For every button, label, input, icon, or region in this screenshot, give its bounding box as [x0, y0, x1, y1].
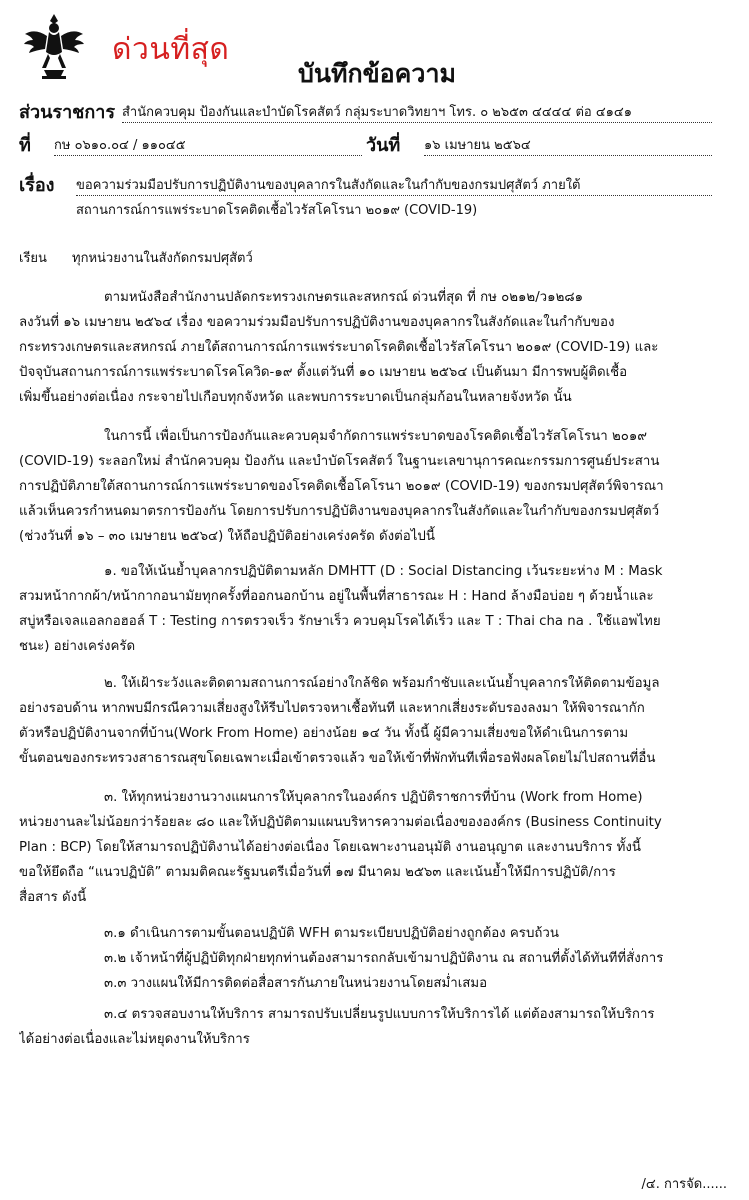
subject-line-2: สถานการณ์การแพร่ระบาดโรคติดเชื้อไวรัสโคโรนา ๒๐๑๙ (COVID-19): [76, 203, 478, 218]
salutation-label: เรียน: [19, 251, 47, 266]
body-line: แล้วเห็นควรกำหนดมาตรการป้องกัน โดยการปรับการปฏิบัติงานของบุคลากรในสังกัดและในกำกับของกรมปศุสัตว์: [19, 504, 660, 519]
body-line: สบู่หรือเจลแอลกอฮอล์ T : Testing การตรวจเร็ว รักษาเร็ว ควบคุมโรคได้เร็ว และ T : Thai cha na . ใช้แอพไทย: [19, 614, 661, 629]
body-line: ขั้นตอนของกระทรวงสาธารณสุขโดยเฉพาะเมื่อเข้าตรวจแล้ว ขอให้เข้าที่พักทันทีเพื่อรอฟังผลโดยไม่ไปสถานที่อื่น: [19, 751, 656, 766]
body-line: หน่วยงานละไม่น้อยกว่าร้อยละ ๘๐ และให้ปฏิบัติตามแผนบริหารความต่อเนื่องขององค์กร (Business Continuity: [19, 815, 662, 830]
body-line: (COVID-19) ระลอกใหม่ สำนักควบคุม ป้องกัน และบำบัดโรคสัตว์ ในฐานะเลขานุการคณะกรรมการศูนย์ประสาน: [19, 454, 660, 469]
agency-label: ส่วนราชการ: [19, 102, 116, 123]
memo-title: บันทึกข้อความ: [298, 59, 456, 88]
body-line: ชนะ) อย่างเคร่งครัด: [19, 639, 136, 654]
urgency-stamp: ด่วนที่สุด: [112, 32, 230, 67]
body-line: อย่างรอบด้าน หากพบมีกรณีความเสี่ยงสูงให้รีบไปตรวจหาเชื้อทันที และหากเสี่ยงระดับรองลงมา ให้พิจารณากัก: [19, 701, 645, 716]
subject-label: เรื่อง: [19, 175, 55, 196]
body-line: ลงวันที่ ๑๖ เมษายน ๒๕๖๔ เรื่อง ขอความร่วมมือปรับการปฏิบัติงานของบุคลากรในสังกัดและในกำกับของ: [19, 315, 615, 330]
body-line: (ช่วงวันที่ ๑๖ – ๓๐ เมษายน ๒๕๖๔) ให้ถือปฏิบัติอย่างเคร่งครัด ดังต่อไปนี้: [19, 529, 435, 544]
body-line: ได้อย่างต่อเนื่องและไม่หยุดงานให้บริการ: [19, 1032, 250, 1047]
garuda-emblem-icon: [22, 10, 86, 82]
body-line: สวมหน้ากากผ้า/หน้ากากอนามัยทุกครั้งที่ออกนอกบ้าน อยู่ในพื้นที่สาธารณะ H : Hand ล้างมือบ่อย ๆ ด้วยน้ำและ: [19, 589, 654, 604]
body-line: ๑. ขอให้เน้นย้ำบุคลากรปฏิบัติตามหลัก DMHTT (D : Social Distancing เว้นระยะห่าง M : Mask: [104, 564, 663, 579]
body-line: ตัวหรือปฏิบัติงานจากที่บ้าน(Work From Home) อย่างน้อย ๑๔ วัน ทั้งนี้ ผู้มีความเสี่ยงขอให้ดำเนินการตาม: [19, 726, 629, 741]
body-line: ในการนี้ เพื่อเป็นการป้องกันและควบคุมจำกัดการแพร่ระบาดของโรคติดเชื้อไวรัสโคโรนา ๒๐๑๙: [104, 429, 648, 444]
body-line: กระทรวงเกษตรและสหกรณ์ ภายใต้สถานการณ์การแพร่ระบาดโรคติดเชื้อไวรัสโคโรนา ๒๐๑๙ (COVID-19) และ: [19, 340, 659, 355]
subject-line-1: ขอความร่วมมือปรับการปฏิบัติงานของบุคลากรในสังกัดและในกำกับของกรมปศุสัตว์ ภายใต้: [76, 174, 712, 196]
continuation-note: /๔. การจัด......: [641, 1177, 727, 1192]
body-line: ขอให้ยึดถือ “แนวปฏิบัติ” ตามมติคณะรัฐมนตรีเมื่อวันที่ ๑๗ มีนาคม ๒๕๖๓ และเน้นย้ำให้มีการปฏิบัติ/การ: [19, 865, 616, 880]
body-line: ๓.๔ ตรวจสอบงานให้บริการ สามารถปรับเปลี่ยนรูปแบบการให้บริการได้ แต่ต้องสามารถให้บริการ: [104, 1007, 655, 1022]
body-line: ปัจจุบันสถานการณ์การแพร่ระบาดโรคโควิด-๑๙ ตั้งแต่วันที่ ๑๐ เมษายน ๒๕๖๔ เป็นต้นมา มีการพบผู้ติดเชื้อ: [19, 365, 628, 380]
date-label: วันที่: [366, 135, 401, 156]
body-line: การปฏิบัติภายใต้สถานการณ์การแพร่ระบาดของโรคติดเชื้อโคโรนา ๒๐๑๙ (COVID-19) ของกรมปศุสัตว์พิจารณา: [19, 479, 664, 494]
body-line: ๓.๓ วางแผนให้มีการติดต่อสื่อสารกันภายในหน่วยงานโดยสม่ำเสมอ: [104, 976, 488, 991]
salutation-recipient: ทุกหน่วยงานในสังกัดกรมปศุสัตว์: [72, 251, 253, 266]
body-line: ๓. ให้ทุกหน่วยงานวางแผนการให้บุคลากรในองค์กร ปฏิบัติราชการที่บ้าน (Work from Home): [104, 790, 643, 805]
body-line: เพิ่มขึ้นอย่างต่อเนื่อง กระจายไปเกือบทุกจังหวัด และพบการระบาดเป็นกลุ่มก้อนในหลายจังหวัด นั้น: [19, 390, 572, 405]
body-line: สื่อสาร ดังนี้: [19, 890, 87, 905]
body-line: ๓.๒ เจ้าหน้าที่ผู้ปฏิบัติทุกฝ่ายทุกท่านต้องสามารถกลับเข้ามาปฏิบัติงาน ณ สถานที่ตั้งได้ทันทีที่สั่งการ: [104, 951, 664, 966]
reference-label: ที่: [19, 135, 31, 156]
reference-number: กษ ๐๖๑๐.๐๔ / ๑๑๐๔๕: [54, 134, 362, 156]
body-line: ตามหนังสือสำนักงานปลัดกระทรวงเกษตรและสหกรณ์ ด่วนที่สุด ที่ กษ ๐๒๑๒/ว๑๒๘๑: [104, 290, 584, 305]
agency-value: สำนักควบคุม ป้องกันและบำบัดโรคสัตว์ กลุ่มระบาดวิทยาฯ โทร. ๐ ๒๖๕๓ ๔๔๔๔ ต่อ ๔๑๔๑: [122, 101, 712, 123]
date-value: ๑๖ เมษายน ๒๕๖๔: [424, 134, 712, 156]
body-line: Plan : BCP) โดยให้สามารถปฏิบัติงานได้อย่างต่อเนื่อง โดยเฉพาะงานอนุมัติ งานอนุญาต และงานบริการ ทั้งนี้: [19, 840, 641, 855]
body-line: ๓.๑ ดำเนินการตามขั้นตอนปฏิบัติ WFH ตามระเบียบปฏิบัติอย่างถูกต้อง ครบถ้วน: [104, 926, 559, 941]
body-line: ๒. ให้เฝ้าระวังและติดตามสถานการณ์อย่างใกล้ชิด พร้อมกำชับและเน้นย้ำบุคลากรให้ติดตามข้อมูล: [104, 676, 660, 691]
